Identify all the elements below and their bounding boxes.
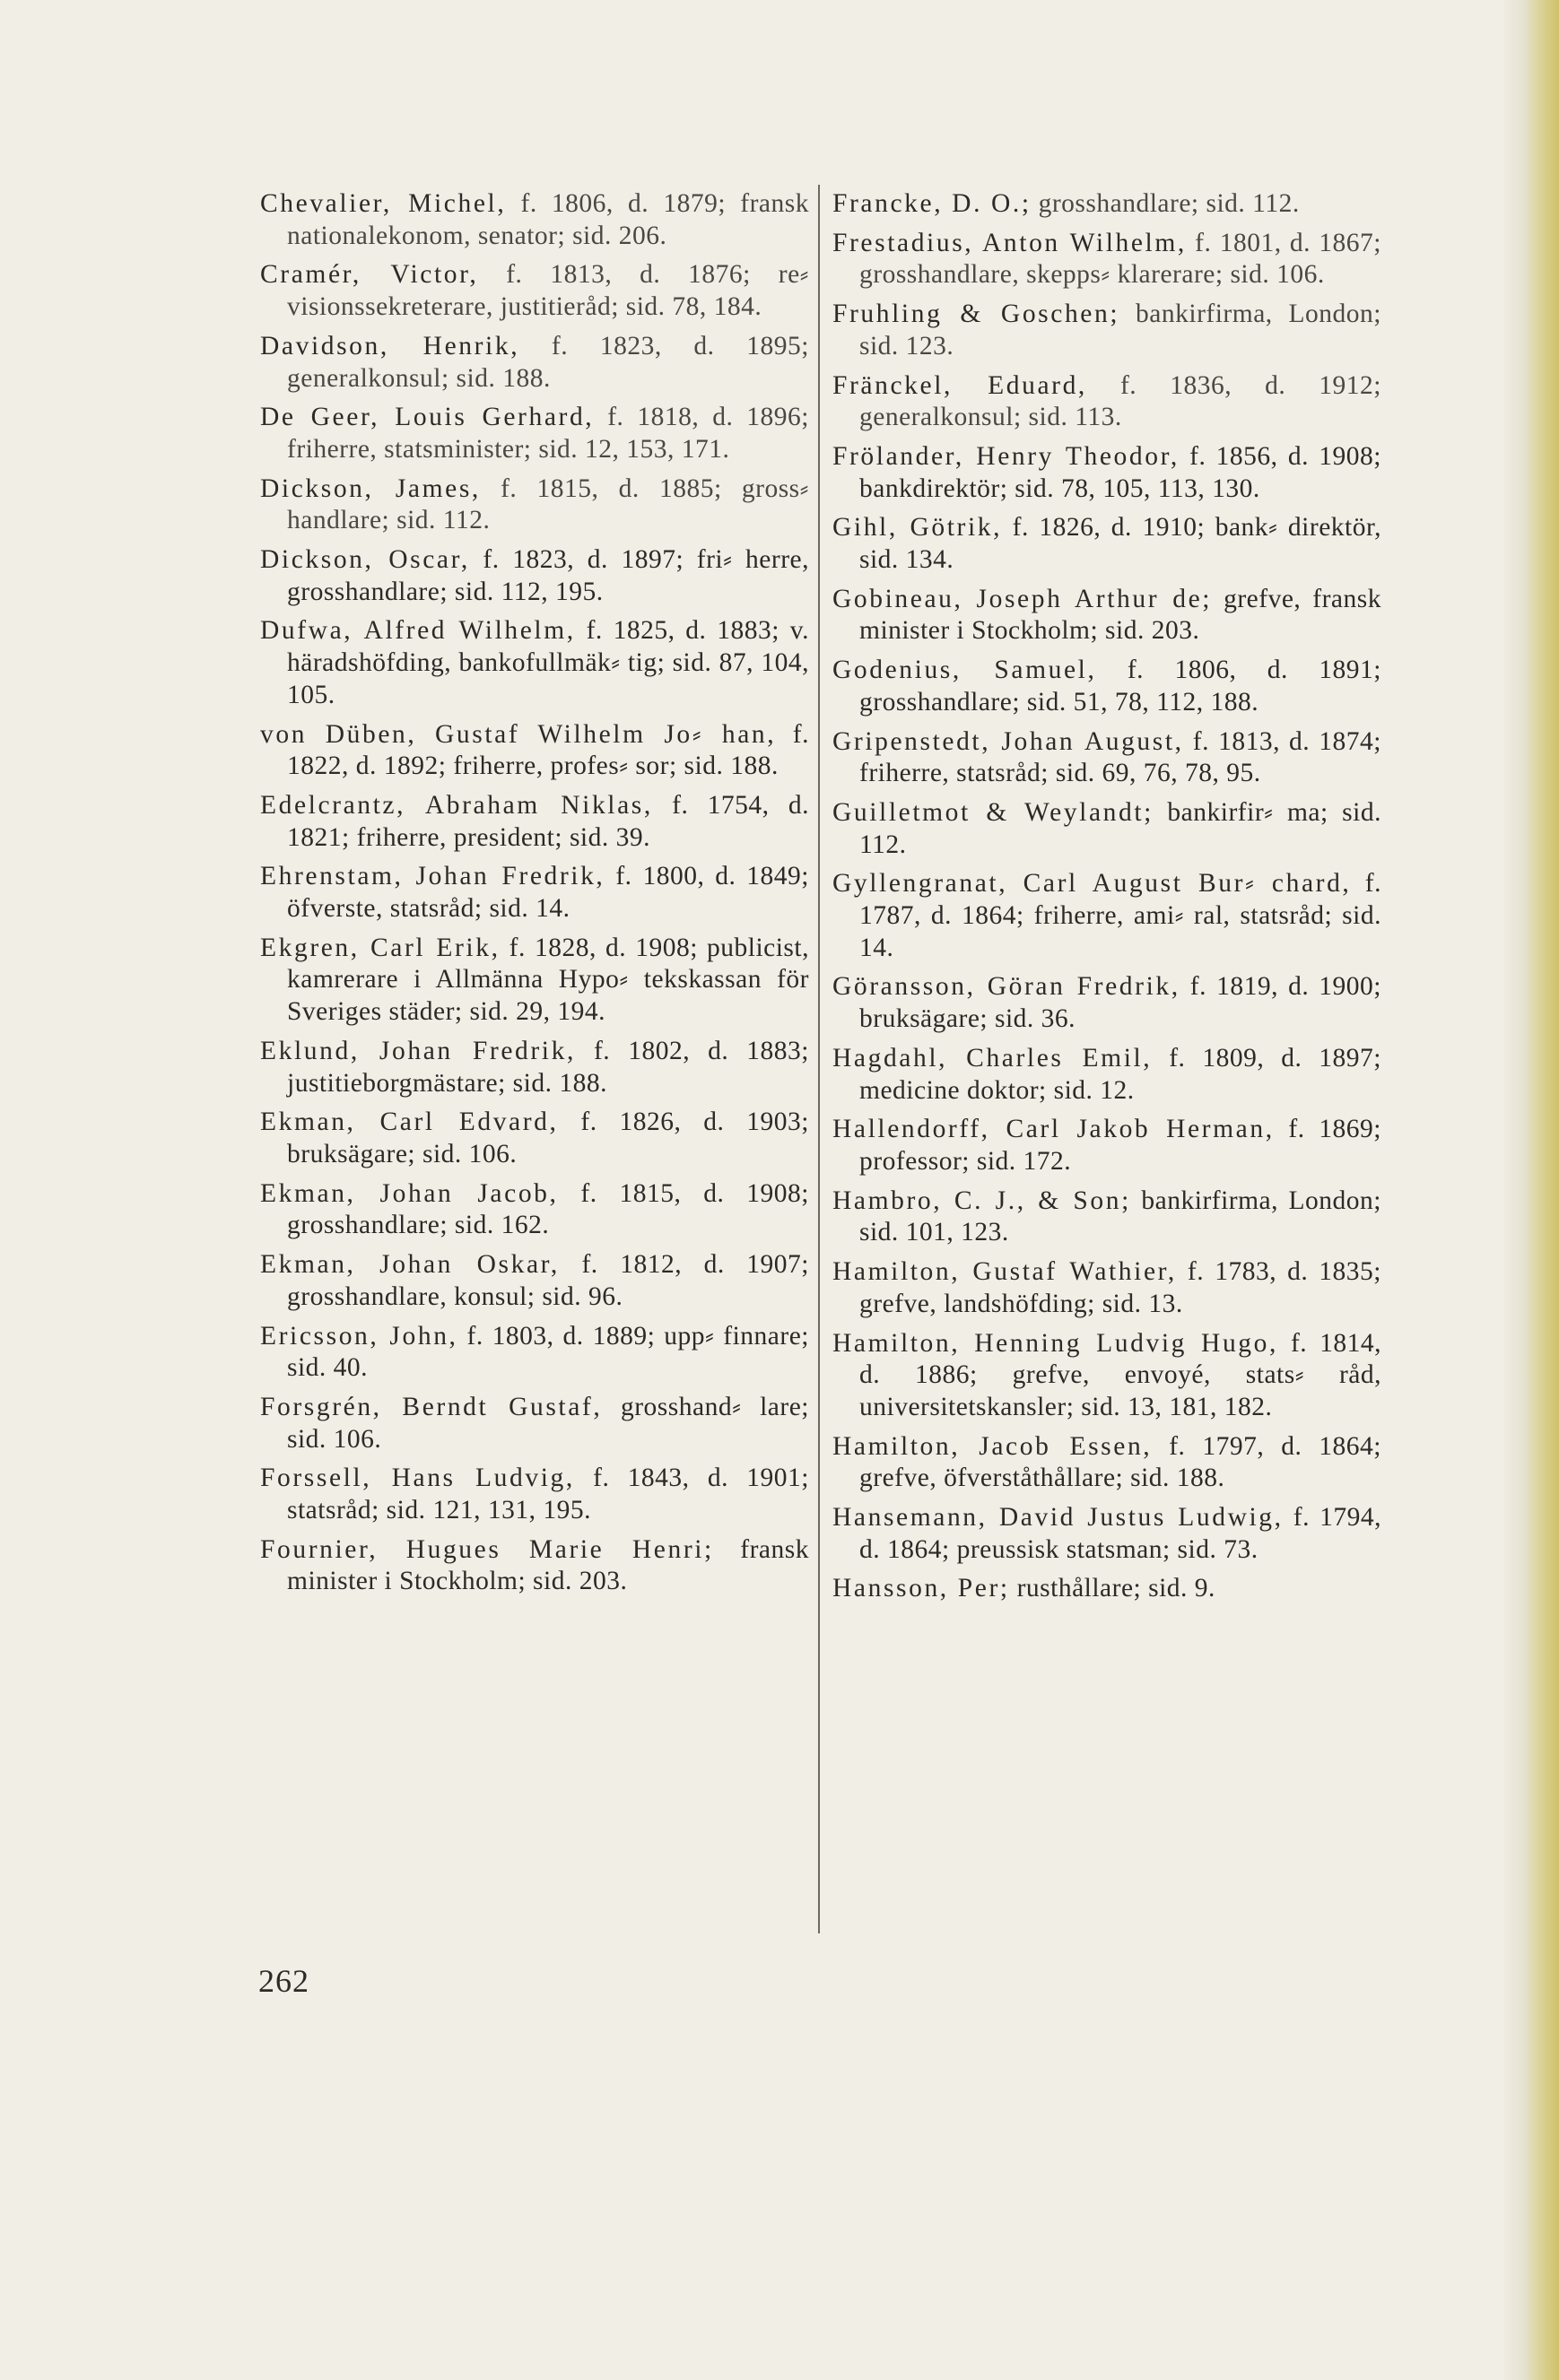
index-column-right [832,188,1381,1612]
index-entry [260,402,809,465]
index-entry [832,1502,1381,1566]
index-entry [260,1534,809,1598]
entry-name: Edelcrantz, Abraham Niklas, [260,790,653,820]
entry-details: f. 1801, d. 1867; grosshandlare, skepps⸗ klarerare; sid. 106. [859,228,1381,290]
entry-name: Ekman, Johan Jacob, [260,1178,559,1208]
index-entry [260,1463,809,1526]
entry-details: f. 1812, d. 1907; grosshandlare, konsul; sid. 96. [287,1250,809,1311]
index-entry [260,933,809,1029]
index-entry [260,1392,809,1455]
entry-details: f. 1797, d. 1864; grefve, öfverståthållare; sid. 188. [859,1431,1381,1493]
entry-details: f. 1828, d. 1908; publicist, kamrerare i Allmänna Hypo⸗ tekskassan för Sveriges städer; sid. 29, 194. [287,933,809,1027]
entry-name: Dickson, James, [260,473,481,503]
entry-details: f. 1802, d. 1883; justitieborgmästare; sid. 188. [287,1036,809,1098]
index-entry [260,1178,809,1242]
index-entry [260,1249,809,1313]
index-entry [260,544,809,608]
index-entry [260,1321,809,1385]
entry-details: f. 1826, d. 1903; bruksägare; sid. 106. [287,1107,809,1168]
entry-name: Fournier, Hugues Marie Henri; [260,1534,714,1564]
entry-details: f. 1869; professor; sid. 172. [859,1115,1382,1176]
entry-name: Fränckel, Eduard, [832,370,1087,400]
entry-name: Hamilton, Henning Ludvig Hugo, [832,1328,1278,1358]
index-entry [260,1107,809,1170]
entry-details: f. 1823, d. 1897; fri⸗ herre, grosshandlare; sid. 112, 195. [287,545,810,606]
entry-details: f. 1809, d. 1897; medicine doktor; sid. 12. [859,1043,1381,1105]
index-entry [260,473,809,537]
entry-details: bankirfirma, London; sid. 123. [859,300,1382,360]
entry-name: Eklund, Johan Fredrik, [260,1036,576,1065]
entry-details: f. 1754, d. 1821; friherre, president; sid. 39. [287,790,809,852]
entry-name: Frestadius, Anton Wilhelm, [832,228,1187,257]
entry-name: De Geer, Louis Gerhard, [260,403,595,432]
page-edge [1503,0,1559,2380]
index-entry [832,512,1381,576]
entry-details: f. 1814, d. 1886; grefve, envoyé, stats⸗ råd, universitetskansler; sid. 13, 181, 182. [859,1328,1382,1421]
index-entry [832,1431,1381,1495]
entry-name: Hansemann, David Justus Ludwig, [832,1503,1284,1533]
entry-name: Gobineau, Joseph Arthur de; [832,584,1213,613]
entry-name: Ekman, Johan Oskar, [260,1250,560,1280]
entry-name: Göransson, Göran Fredrik, [832,972,1180,1002]
entry-details: f. 1787, d. 1864; friherre, ami⸗ ral, statsråd; sid. 14. [859,869,1381,962]
entry-name: Gihl, Götrik, [832,513,1003,543]
entry-details: f. 1836, d. 1912; generalkonsul; sid. 113. [859,370,1382,432]
entry-details: grosshandlare; sid. 112. [1031,189,1300,218]
index-column-left [260,188,809,1605]
entry-details: bankirfirma, London; sid. 101, 123. [859,1186,1381,1247]
index-entry [832,370,1381,434]
index-entry [832,441,1381,505]
entry-name: Davidson, Henrik, [260,331,520,360]
entry-name: Fruhling & Goschen; [832,300,1120,329]
entry-name: Gripenstedt, Johan August, [832,726,1184,756]
entry-name: Hagdahl, Charles Emil, [832,1043,1153,1073]
entry-name: Hansson, Per; [832,1574,1010,1603]
entry-details: grosshand⸗ lare; sid. 106. [287,1392,810,1454]
entry-details: f. 1822, d. 1892; friherre, profes⸗ sor; sid. 188. [287,719,809,781]
column-divider [818,185,820,1933]
entry-name: Hambro, C. J., & Son; [832,1186,1131,1215]
entry-details: f. 1815, d. 1908; grosshandlare; sid. 162. [287,1178,809,1240]
index-entry [832,868,1381,964]
index-entry [832,726,1381,790]
index-entry [832,1043,1381,1107]
entry-name: Dickson, Oscar, [260,545,470,575]
index-entry [832,1256,1381,1320]
entry-details: f. 1803, d. 1889; upp⸗ finnare; sid. 40. [287,1321,810,1383]
entry-details: fransk minister i Stockholm; sid. 203. [287,1534,809,1596]
index-entry [832,299,1381,362]
entry-name: Godenius, Samuel, [832,656,1097,685]
index-entry [832,1328,1381,1424]
entry-details: f. 1843, d. 1901; statsråd; sid. 121, 131, 195. [287,1464,809,1525]
entry-details: f. 1825, d. 1883; v. häradshöfding, bankofullmäk⸗ tig; sid. 87, 104, 105. [287,616,809,709]
index-entry [260,331,809,395]
entry-name: Ekgren, Carl Erik, [260,933,501,962]
entry-name: Cramér, Victor, [260,260,479,290]
entry-name: Forsgrén, Berndt Gustaf, [260,1392,603,1421]
entry-details: f. 1806, d. 1891; grosshandlare; sid. 51, 78, 112, 188. [859,656,1381,717]
entry-details: f. 1823, d. 1895; generalkonsul; sid. 188. [287,331,809,393]
index-entry [260,861,809,925]
entry-name: Hallendorff, Carl Jakob Herman, [832,1115,1275,1144]
entry-name: Ehrenstam, Johan Fredrik, [260,862,605,891]
entry-details: f. 1783, d. 1835; grefve, landshöfding; sid. 13. [859,1257,1381,1318]
entry-name: Forssell, Hans Ludvig, [260,1464,575,1493]
index-entry [260,719,809,783]
index-entry [832,655,1381,718]
entry-details: f. 1813, d. 1874; friherre, statsråd; sid. 69, 76, 78, 95. [859,726,1381,788]
entry-name: Ekman, Carl Edvard, [260,1107,559,1137]
index-entry [260,790,809,854]
index-entry [832,228,1381,291]
entry-details: f. 1794, d. 1864; preussisk statsman; sid. 73. [859,1503,1381,1564]
entry-name: von Düben, Gustaf Wilhelm Jo⸗ han, [260,719,777,749]
entry-details: f. 1819, d. 1900; bruksägare; sid. 36. [859,972,1381,1034]
entry-name: Guilletmot & Weylandt; [832,797,1154,827]
entry-name: Hamilton, Jacob Essen, [832,1431,1153,1461]
index-entry [260,259,809,323]
index-entry [260,188,809,252]
entry-details: f. 1806, d. 1879; fransk nationalekonom, senator; sid. 206. [287,189,809,250]
index-entry [832,1186,1381,1249]
entry-details: f. 1856, d. 1908; bankdirektör; sid. 78, 105, 113, 130. [859,441,1381,503]
entry-name: Frölander, Henry Theodor, [832,441,1180,471]
index-entry [832,188,1381,221]
index-entry [832,797,1381,861]
index-entry [260,1036,809,1099]
index-entry [260,615,809,711]
entry-details: f. 1813, d. 1876; re⸗ visionssekreterare, justitieråd; sid. 78, 184. [287,260,809,322]
entry-details: rusthållare; sid. 9. [1009,1574,1215,1603]
entry-name: Dufwa, Alfred Wilhelm, [260,616,576,646]
index-entry [832,971,1381,1035]
entry-name: Francke, D. O.; [832,189,1032,218]
entry-details: grefve, fransk minister i Stockholm; sid. 203. [859,584,1381,646]
index-entry [832,1114,1381,1177]
entry-name: Hamilton, Gustaf Wathier, [832,1257,1177,1287]
entry-name: Chevalier, Michel, [260,189,507,218]
entry-name: Ericsson, John, [260,1321,458,1351]
page-number: 262 [258,1963,309,1999]
entry-details: f. 1800, d. 1849; öfverste, statsråd; sid. 14. [287,862,809,924]
entry-name: Gyllengranat, Carl August Bur⸗ chard, [832,869,1352,899]
entry-details: bankirfir⸗ ma; sid. 112. [859,797,1381,859]
index-entry [832,584,1381,647]
entry-details: f. 1818, d. 1896; friherre, statsminister; sid. 12, 153, 171. [287,403,809,464]
index-entry [832,1573,1381,1605]
entry-details: f. 1826, d. 1910; bank⸗ direktör, sid. 134. [859,513,1381,575]
entry-details: f. 1815, d. 1885; gross⸗ handlare; sid. 112. [287,473,809,535]
